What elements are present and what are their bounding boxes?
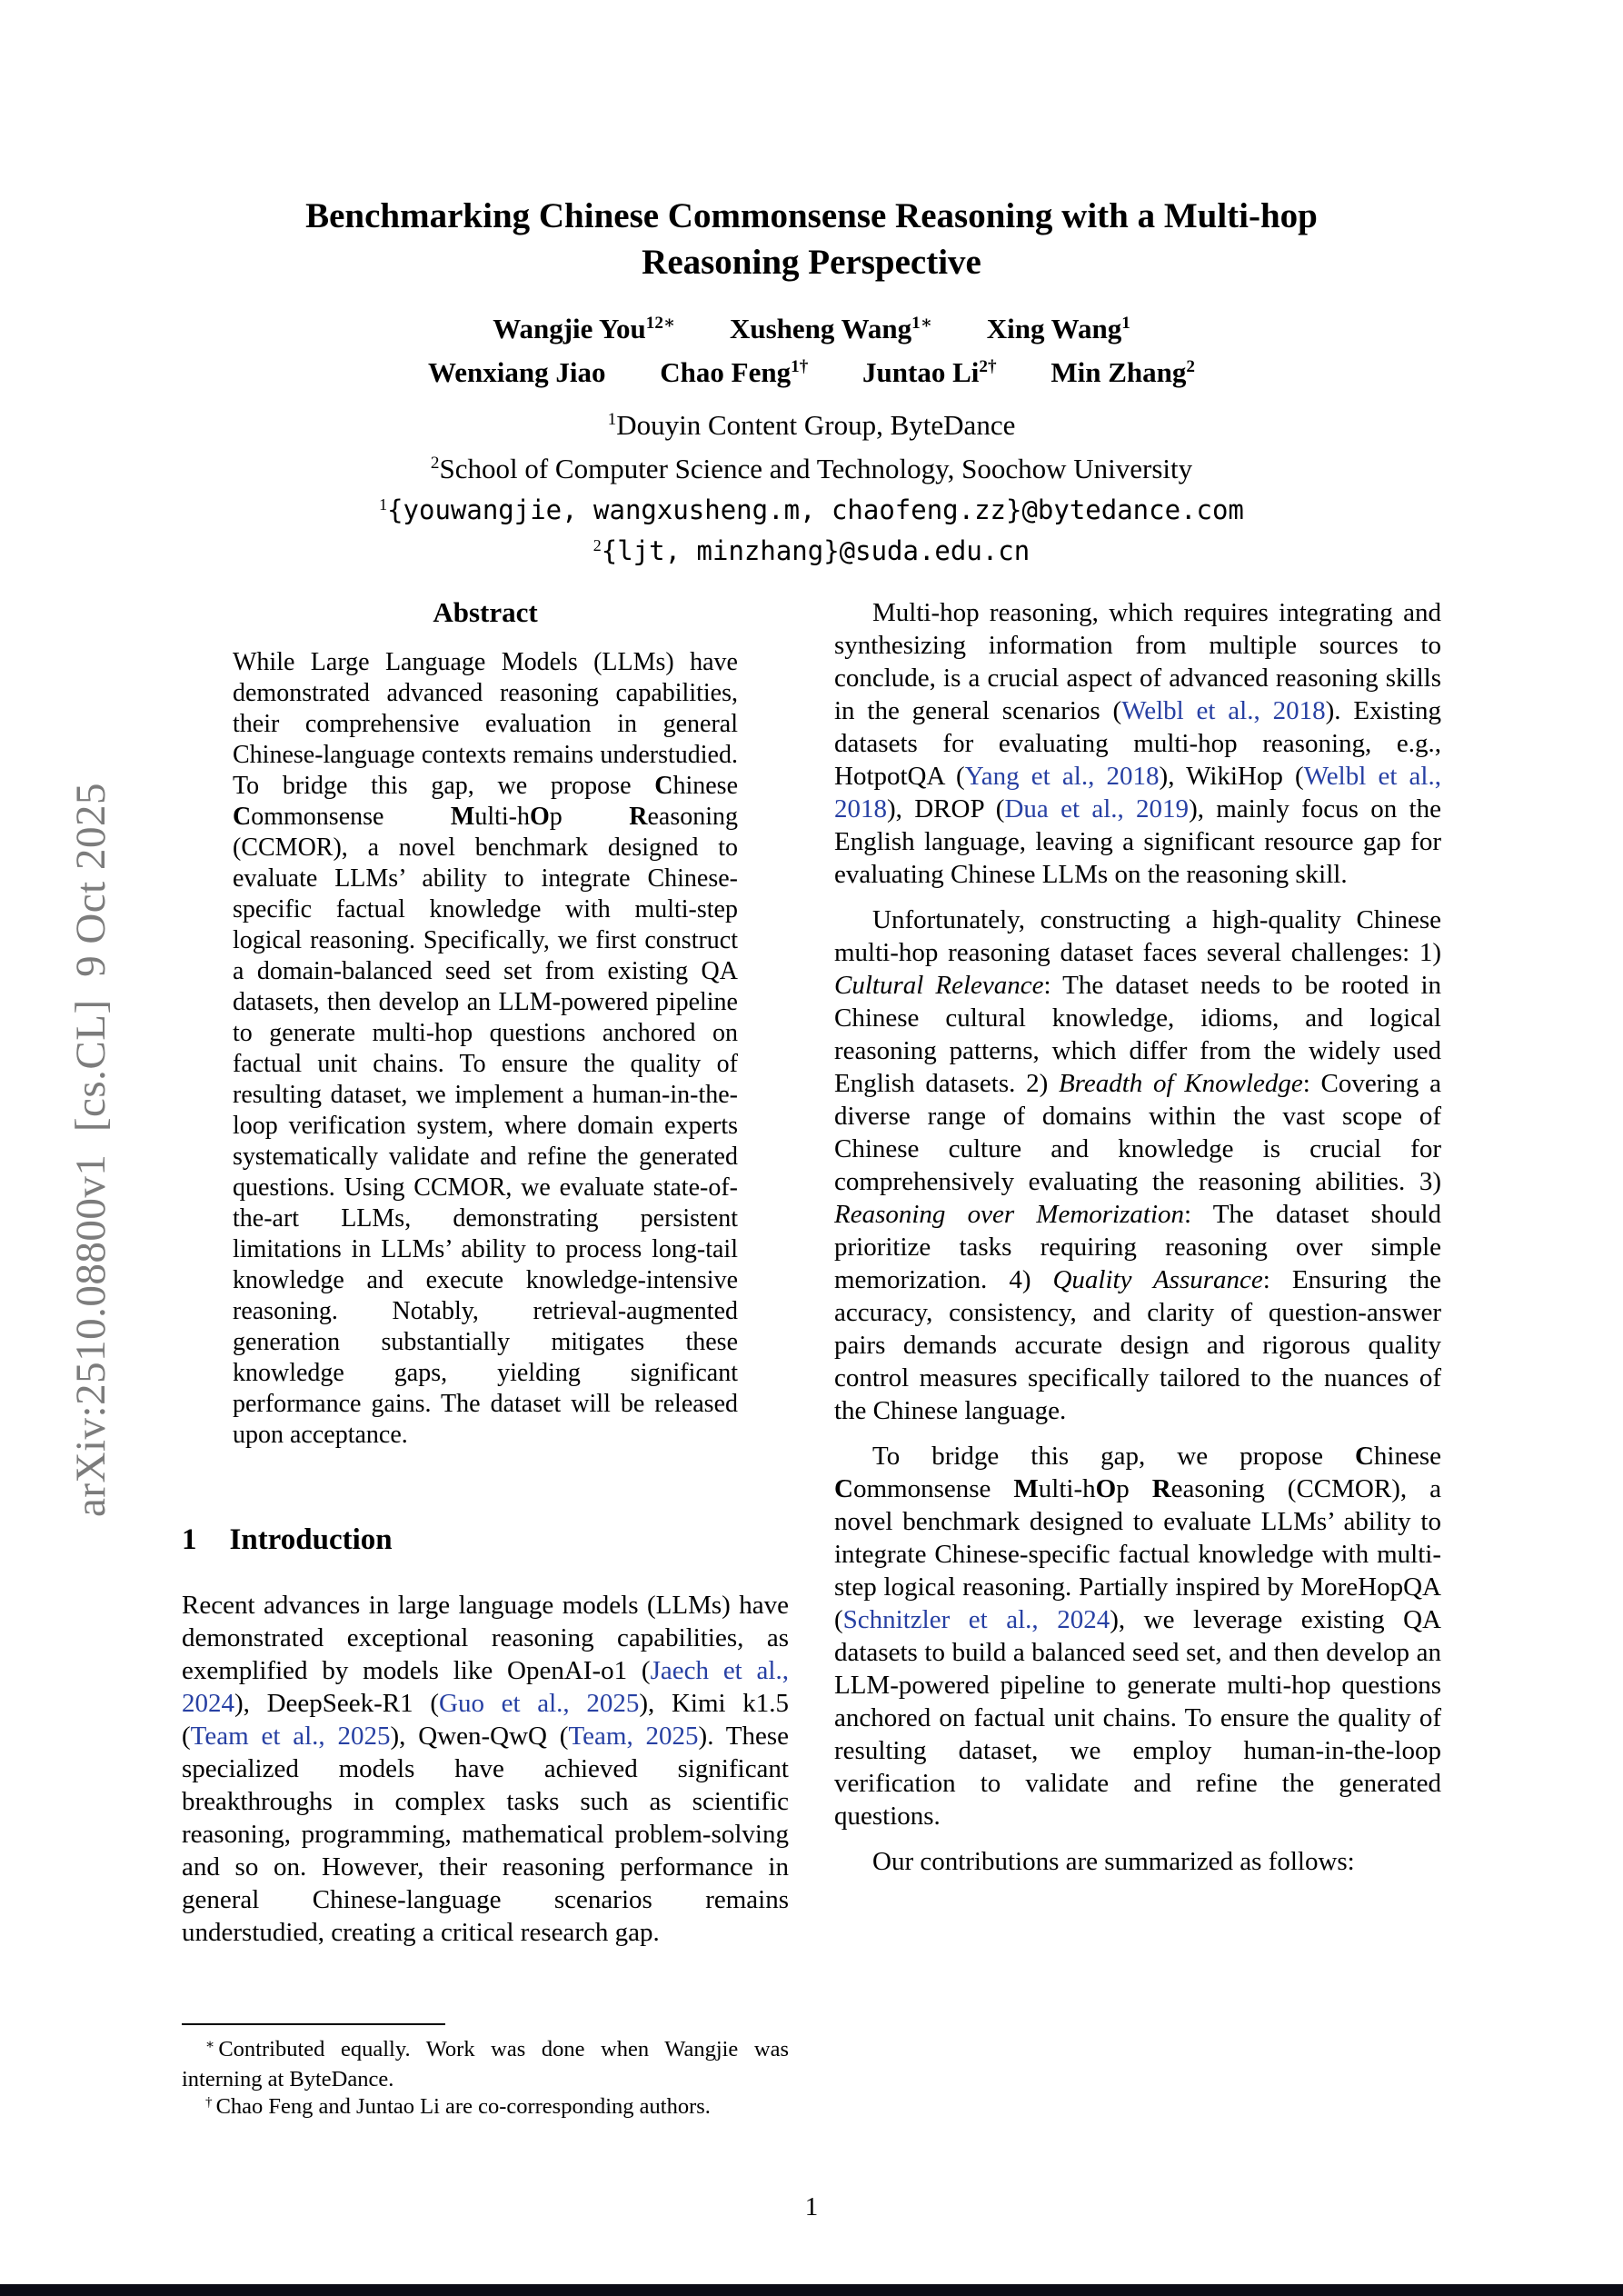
author-affiliation-marker: 1 [1121,314,1130,334]
email-line-1 [0,494,1623,526]
author-name: Xing Wang [986,313,1122,344]
section-number: 1 [182,1523,197,1556]
text-run: Multi-hop reasoning, which requires integrating and synthesizing information from multiple sources to conclude, is a crucial aspect of advanced reasoning skills in the general scenarios ( [834,598,1441,725]
citation-link[interactable]: Welbl et al., 2018 [834,762,1441,824]
abstract-heading: Abstract [433,596,538,628]
author-line-2 [0,356,1623,389]
text-run: Reasoning over Memorization [834,1200,1185,1229]
text-run: ulti-h [1038,1474,1096,1503]
text-run: O [530,803,550,831]
affiliation-text: Douyin Content Group, ByteDance [616,409,1016,441]
author-name: Juntao Li [862,356,980,388]
author-affiliation-marker: 12∗ [645,314,676,334]
text-run: Our contributions are summarized as follows: [872,1847,1355,1876]
text-run: M [1013,1474,1039,1503]
footnotes-block [182,2023,789,2123]
section-title: Introduction [229,1523,393,1556]
text-run: ). Existing datasets for evaluating multi-hop reasoning, e.g., HotpotQA ( [834,696,1441,791]
citation-link[interactable]: Jaech et al., 2024 [182,1656,789,1718]
body-paragraph [834,1845,1441,1878]
text-run: ), mainly focus on the English language, leaving a significant resource gap for evaluating Chinese LLMs on the reasoning skill. [834,794,1441,889]
text-run: : The dataset needs to be rooted in Chinese cultural knowledge, idioms, and logical reasoning patterns, which differ from the widely used English datasets. 2) [834,971,1442,1098]
author [428,356,606,388]
abstract-section [182,596,789,1451]
text-run: ulti-h [474,803,530,831]
author [730,313,932,344]
text-run: Breadth of Knowledge [1058,1069,1303,1098]
text-run: C [834,1474,853,1503]
author-affiliation-marker: 1∗ [911,314,932,334]
text-run: easoning (CCMOR), a novel benchmark designed to evaluate LLMs’ ability to integrate Chinese-specific factual knowledge with multi-step logical reasoning. Partially inspired by MoreHopQA ( [834,1474,1441,1634]
text-run: Unfortunately, constructing a high-quality Chinese multi-hop reasoning dataset faces several challenges: 1) [834,905,1441,967]
text-run: ), Qwen-QwQ ( [390,1722,569,1751]
footnote-rule [182,2023,445,2025]
citation-link[interactable]: Dua et al., 2019 [1004,794,1190,824]
intro-paragraph [182,1589,789,1949]
author-affiliation-marker: 1† [791,357,809,377]
text-run: Cultural Relevance [834,971,1044,1000]
footnote-marker: † [205,2093,213,2110]
text-run: While Large Language Models (LLMs) have demonstrated advanced reasoning capabilities, their comprehensive evaluation in general Chinese-language contexts remains understudied. To bridge this gap, we propose [233,648,738,800]
citation-link[interactable]: Schnitzler et al., 2024 [842,1605,1110,1634]
citation-link[interactable]: Welbl et al., 2018 [1121,696,1326,725]
footnote-text: Chao Feng and Juntao Li are co-corresponding authors. [215,2094,711,2119]
email-text: {youwangjie, wangxusheng.m, chaofeng.zz}@bytedance.com [387,494,1244,525]
arxiv-watermark: arXiv:2510.08800v1 [cs.CL] 9 Oct 2025 [67,783,115,1517]
text-run: ), DeepSeek-R1 ( [234,1689,439,1718]
text-run: R [1151,1474,1171,1503]
citation-link[interactable]: Guo et al., 2025 [439,1689,640,1718]
abstract-text [182,647,789,1451]
text-run: ), DROP ( [887,794,1005,824]
affiliation-marker: 2 [430,454,440,474]
affiliation-text: School of Computer Science and Technology, Soochow University [439,453,1193,484]
text-run: p [1116,1474,1152,1503]
citation-link[interactable]: Team, 2025 [568,1722,699,1751]
author-line-1 [0,313,1623,345]
text-run: ommonsense [251,803,451,831]
text-run: C [233,803,252,831]
text-run: ), we leverage existing QA datasets to build a balanced seed set, and then develop an LLM-powered pipeline to generate multi-hop questions anchored on factual unit chains. To ensure the quality of resulting dataset, we employ human-in-the-loop verification to validate and refine the generated questions. [834,1605,1441,1831]
footnote [182,2093,789,2123]
author-name: Wangjie You [493,313,646,344]
text-run: ), Kimi k1.5 ( [182,1689,789,1751]
author-name: Xusheng Wang [729,313,912,344]
text-run: Recent advances in large language models (LLMs) have demonstrated exceptional reasoning capabilities, as exemplified by models like OpenAI-o1 ( [182,1591,789,1685]
text-run: C [654,772,673,800]
author-affiliation-marker: 2† [979,357,997,377]
text-run: M [450,803,475,831]
affiliation-2 [0,453,1623,485]
footnote [182,2036,789,2093]
right-column [834,596,1441,1891]
email-text: {ljt, minzhang}@suda.edu.cn [601,535,1031,566]
author-name: Wenxiang Jiao [428,356,606,388]
section-heading-introduction [182,1523,789,1557]
author [493,313,675,344]
text-run: hinese [1373,1442,1441,1471]
affiliation-1 [0,409,1623,442]
author-affiliation-marker: 2 [1186,357,1195,377]
body-paragraph [834,596,1441,891]
author [1050,356,1195,388]
email-marker: 2 [592,536,602,555]
text-run: : The dataset should prioritize tasks requiring reasoning over simple memorization. 4) [834,1200,1441,1294]
body-paragraph [834,1440,1441,1832]
text-run: R [629,803,648,831]
citation-link[interactable]: Team et al., 2025 [190,1722,391,1751]
paper-title: Benchmarking Chinese Commonsense Reasoning with a Multi-hop Reasoning Perspective [305,196,1318,282]
text-run: ). These specialized models have achieved significant breakthroughs in complex tasks such as scientific reasoning, programming, mathematical problem-solving and so on. However, their reasoning performance in general Chinese-language scenarios remains understudied, creating a critical research gap. [182,1722,789,1947]
author [987,313,1130,344]
text-run: p [549,803,630,831]
author [660,356,808,388]
text-run: Quality Assurance [1052,1265,1263,1294]
email-marker: 1 [379,495,388,514]
email-line-2 [0,535,1623,567]
text-run: easoning (CCMOR), a novel benchmark designed to evaluate LLMs’ ability to integrate Chinese-specific factual knowledge with multi-step logical reasoning. Specifically, we first construct a domain-balanced seed set from existing QA datasets, then develop an LLM-powered pipeline to generate multi-hop questions anchored on factual unit chains. To ensure the quality of resulting dataset, we implement a human-in-the-loop verification system, where domain experts systematically validate and refine the generated questions. Using CCMOR, we evaluate state-of-the-art LLMs, demonstrating persistent limitations in LLMs’ ability to process long-tail knowledge and execute knowledge-intensive reasoning. Notably, retrieval-augmented generation substantially mitigates these knowledge gaps, yielding significant performance gains. The dataset will be released upon acceptance. [233,803,738,1449]
affiliation-marker: 1 [607,410,617,430]
text-run: ommonsense [852,1474,1014,1503]
text-run: O [1095,1474,1117,1503]
citation-link[interactable]: Yang et al., 2018 [964,762,1160,791]
page-number: 1 [804,2192,819,2221]
text-run: To bridge this gap, we propose [872,1442,1355,1471]
text-run: hinese [672,772,738,800]
body-paragraph [834,903,1441,1427]
text-run: C [1354,1442,1374,1471]
text-run: : Covering a diverse range of domains within the vast scope of Chinese culture and knowledge is crucial for comprehensively evaluating the reasoning abilities. 3) [834,1069,1442,1196]
page-bottom-edge [0,2284,1623,2296]
author [862,356,997,388]
author-name: Min Zhang [1050,356,1187,388]
text-run: : Ensuring the accuracy, consistency, and clarity of question-answer pairs demands accurate design and rigorous quality control measures specifically tailored to the nuances of the Chinese language. [834,1265,1442,1425]
text-run: ), WikiHop ( [1159,762,1304,791]
paper-header [0,193,1623,567]
author-name: Chao Feng [660,356,792,388]
footnote-text: Contributed equally. Work was done when Wangjie was interning at ByteDance. [182,2037,789,2091]
footnote-marker: ∗ [205,2036,215,2052]
